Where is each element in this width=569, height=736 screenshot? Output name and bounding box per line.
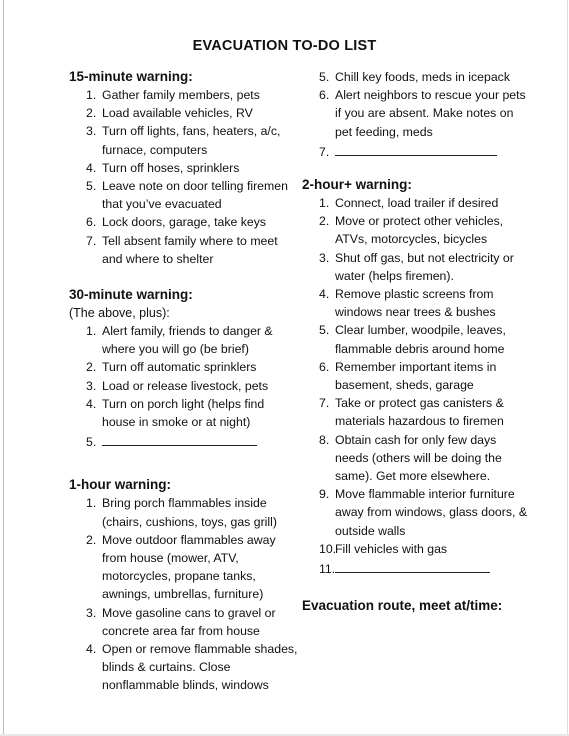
blank-write-line[interactable]: [335, 144, 497, 156]
item-number: 5.: [86, 435, 97, 450]
item-text: Move or protect other vehicles, ATVs, motorcycles, bicycles: [335, 214, 504, 247]
item-text: Alert family, friends to danger & where you will go (be brief): [102, 324, 273, 357]
item-number: 2.: [86, 532, 97, 547]
item-number: 1.: [86, 324, 97, 339]
item-text: Obtain cash for only few days needs (others will be doing the same). Get more elsewhere.: [335, 432, 502, 484]
item-number: 11.: [319, 562, 336, 577]
list-item: [69, 177, 299, 213]
item-text: Leave note on door telling firemen that you’ve evacuated: [102, 179, 288, 212]
item-text: Lock doors, garage, take keys: [102, 215, 267, 230]
list-item: [69, 122, 299, 158]
item-text: Fill vehicles with gas: [335, 541, 448, 556]
list-item: [69, 377, 299, 395]
item-text: Load or release livestock, pets: [102, 378, 269, 393]
item-text: Turn off automatic sprinklers: [102, 360, 257, 375]
section-heading: 30-minute warning:: [69, 287, 193, 303]
checklist: [302, 68, 532, 161]
section-15-minute: [69, 68, 299, 268]
page-border-right: [567, 0, 568, 736]
item-number: 1.: [319, 196, 330, 211]
list-item: [69, 213, 299, 231]
item-number: 3.: [86, 124, 97, 139]
item-text: Move flammable interior furniture away from windows, glass doors, & outside walls: [335, 487, 528, 538]
item-text: Shut off gas, but not electricity or water (helps firemen).: [335, 250, 514, 283]
item-number: 2.: [86, 106, 97, 121]
right-column: [302, 68, 532, 615]
item-number: 3.: [319, 250, 330, 265]
left-column: [69, 68, 299, 695]
list-item: [302, 212, 532, 248]
checklist: [69, 86, 299, 268]
page-title: EVACUATION TO-DO LIST: [192, 38, 377, 54]
list-item: [69, 604, 299, 640]
section-15-minute-continued: [302, 68, 532, 161]
blank-write-line[interactable]: [102, 434, 257, 446]
item-number: 5.: [319, 70, 330, 84]
item-number: 4.: [86, 160, 97, 175]
page-border-left: [3, 0, 4, 736]
item-number: 4.: [86, 396, 97, 411]
item-number: 1.: [86, 88, 97, 102]
list-item: [302, 540, 532, 558]
item-text: Take or protect gas canisters & materials hazardous to firemen: [335, 396, 504, 429]
item-text: Load available vehicles, RV: [102, 106, 253, 121]
item-number: 5.: [319, 323, 330, 338]
list-item: [69, 232, 299, 268]
item-number: 2.: [86, 360, 97, 375]
item-text: Gather family members, pets: [102, 88, 260, 102]
checklist: [69, 322, 299, 451]
section-heading: 15-minute warning:: [69, 69, 193, 84]
item-number: 5.: [86, 179, 97, 194]
list-item: [302, 321, 532, 357]
section-evacuation-route: [302, 597, 532, 615]
item-text: Turn on porch light (helps find house in smoke or at night): [102, 396, 265, 430]
item-number: 2.: [319, 214, 330, 229]
item-text: Turn off hoses, sprinklers: [102, 160, 240, 175]
item-number: 3.: [86, 378, 97, 393]
list-item: [302, 86, 532, 141]
item-number: 4.: [319, 287, 330, 302]
item-number: 7.: [86, 233, 97, 248]
item-number: 6.: [319, 359, 330, 374]
checklist: [302, 194, 532, 578]
section-2-hour: [302, 176, 532, 578]
list-item: [69, 86, 299, 104]
item-number: 7.: [319, 144, 330, 159]
list-item: [69, 395, 299, 431]
list-item: [302, 285, 532, 321]
item-number: 10.: [319, 541, 337, 556]
section-heading: Evacuation route, meet at/time:: [302, 598, 503, 614]
item-number: 1.: [86, 496, 97, 511]
item-text: Remove plastic screens from windows near trees & bushes: [335, 287, 496, 320]
blank-write-line[interactable]: [335, 561, 490, 573]
item-number: 6.: [86, 215, 97, 230]
list-item: [69, 531, 299, 604]
section-subheading: (The above, plus):: [69, 306, 170, 321]
item-number: 8.: [319, 432, 330, 447]
item-number: 6.: [319, 88, 330, 103]
section-30-minute: [69, 286, 299, 451]
item-number: 4.: [86, 642, 97, 657]
list-item: [69, 104, 299, 122]
section-1-hour: [69, 476, 299, 694]
section-heading: 2-hour+ warning:: [302, 177, 412, 193]
list-item: [69, 358, 299, 376]
item-text: Connect, load trailer if desired: [335, 196, 499, 211]
section-heading: 1-hour warning:: [69, 477, 171, 493]
list-item: [302, 194, 532, 212]
list-item-blank: [302, 143, 532, 161]
item-text: Clear lumber, woodpile, leaves, flammable debris around home: [335, 323, 506, 356]
list-item: [302, 394, 532, 430]
item-text: Remember important items in basement, sheds, garage: [335, 359, 497, 393]
item-text: Move outdoor flammables away from house (mower, ATV, motorcycles, propane tanks, awnings, umbrellas, furniture): [102, 532, 276, 602]
item-text: Open or remove flammable shades, blinds & curtains. Close nonflammable blinds, windows: [102, 642, 298, 693]
list-item: [302, 485, 532, 540]
item-text: Alert neighbors to rescue your pets if you are absent. Make notes on pet feeding, meds: [335, 88, 526, 139]
item-number: 7.: [319, 396, 330, 411]
list-item: [69, 494, 299, 530]
list-item-blank: [302, 560, 532, 578]
list-item: [302, 431, 532, 486]
list-item: [302, 249, 532, 285]
item-text: Turn off lights, fans, heaters, a/c, furnace, computers: [102, 124, 281, 157]
item-text: Move gasoline cans to gravel or concrete area far from house: [102, 605, 276, 638]
list-item: [69, 640, 299, 695]
list-item: [69, 159, 299, 177]
item-number: 9.: [319, 487, 330, 502]
item-text: Bring porch flammables inside (chairs, cushions, toys, gas grill): [102, 496, 277, 529]
list-item: [302, 358, 532, 394]
item-text: Chill key foods, meds in icepack: [335, 70, 510, 84]
item-number: 3.: [86, 605, 97, 620]
item-text: Tell absent family where to meet and where to shelter: [102, 233, 278, 266]
list-item: [69, 322, 299, 358]
list-item: [302, 68, 532, 86]
checklist: [69, 494, 299, 694]
list-item-blank: [69, 433, 299, 451]
